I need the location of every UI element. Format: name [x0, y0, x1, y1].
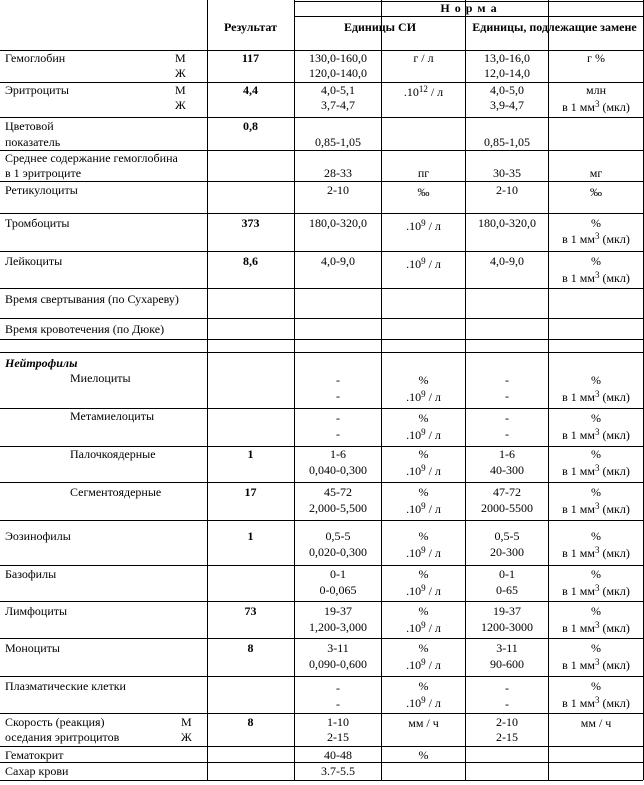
- row-mch-name1: Среднее содержание гемоглобина: [5, 151, 178, 165]
- row-band-si-unit1: %: [418, 447, 429, 461]
- row-erythrocytes-name: Эритроциты: [5, 83, 69, 97]
- row-monocytes-si1: 3-11: [327, 641, 349, 655]
- row-color-index-si: 0,85-1,05: [315, 135, 361, 149]
- row-color-index-result: 0,8: [243, 119, 258, 133]
- row-reticulocytes-si-unit: ‰: [417, 185, 430, 199]
- row-myelocytes-old2: -: [505, 389, 509, 403]
- row-platelets-si: 180,0-320,0: [309, 216, 367, 230]
- row-metamyelocytes-name: Метамиелоциты: [70, 409, 155, 423]
- header-si-units: Единицы СИ: [343, 20, 417, 34]
- grid-hline: [0, 339, 643, 340]
- row-segmented-result: 17: [244, 485, 257, 499]
- row-metamyelocytes-old-unit2: в 1 $мм^3$ (мкл): [562, 427, 630, 442]
- row-eosinophils-name: Эозинофилы: [5, 529, 71, 543]
- row-monocytes-name: Моноциты: [5, 641, 60, 655]
- row-eosinophils-si2: 0,020-0,300: [309, 545, 367, 559]
- row-basophils-old-unit2: в 1 $мм^3$ (мкл): [562, 583, 630, 598]
- header-result: Результат: [223, 20, 277, 34]
- grid-hline: [0, 288, 643, 289]
- grid-hline: [0, 676, 643, 677]
- grid-hline: [0, 746, 643, 747]
- row-eosinophils-old1: 0,5-5: [494, 529, 520, 543]
- row-segmented-si2: 2,000-5,500: [309, 501, 367, 515]
- row-bleeding-time-name: Время кровотечения (по Дюке): [5, 322, 165, 336]
- row-hemoglobin-sex-m: М: [175, 51, 186, 65]
- row-myelocytes-name: Миелоциты: [70, 371, 131, 385]
- row-segmented-old-unit2: в 1 $мм^3$ (мкл): [562, 501, 630, 516]
- row-platelets-name: Тромбоциты: [5, 216, 70, 230]
- row-leukocytes-name: Лейкоциты: [5, 254, 63, 268]
- row-plasma-cells-si-unit2: $.10^9$ / л: [406, 695, 441, 710]
- row-esr-name2: оседания эритроцитов: [5, 730, 120, 744]
- row-basophils-old2: 0-65: [496, 583, 518, 597]
- row-myelocytes-si-unit2: $.10^9$ / л: [406, 389, 441, 404]
- grid-hline: [0, 638, 643, 639]
- row-metamyelocytes-si2: -: [336, 427, 340, 441]
- row-erythrocytes-result: 4,4: [243, 83, 258, 97]
- row-platelets-old-unit2: в 1 $мм^3$ (мкл): [562, 231, 630, 246]
- grid-hline: [0, 780, 643, 781]
- row-erythrocytes-si-f: 3,7-4,7: [321, 98, 355, 112]
- grid-hline: [0, 713, 643, 714]
- row-band-old-unit1: %: [591, 447, 601, 461]
- row-erythrocytes-old-unit2: в 1 $мм^3$ (мкл): [562, 99, 630, 114]
- row-lymphocytes-si1: 19-37: [324, 604, 352, 618]
- row-basophils-si2: 0-0,065: [319, 583, 357, 597]
- grid-hline: [0, 318, 643, 319]
- row-plasma-cells-old2: -: [505, 697, 509, 711]
- row-hemoglobin-old-unit: г %: [587, 51, 605, 65]
- row-esr-sex-m: М: [181, 715, 192, 729]
- row-leukocytes-si-unit: $.10^9$ / л: [406, 256, 441, 271]
- row-esr-si-m: 1-10: [327, 715, 349, 729]
- row-segmented-si1: 45-72: [324, 485, 352, 499]
- grid-hline: [0, 181, 643, 182]
- row-monocytes-si-unit1: %: [418, 641, 429, 655]
- row-mch-si-unit: пг: [417, 166, 430, 180]
- row-erythrocytes-old-m: 4,0-5,0: [490, 83, 524, 97]
- grid-hline: [0, 520, 643, 521]
- row-platelets-old-unit: %: [591, 216, 601, 230]
- row-metamyelocytes-old1: -: [505, 411, 509, 425]
- row-esr-si-unit: мм / ч: [408, 716, 439, 730]
- row-metamyelocytes-old2: -: [505, 427, 509, 441]
- row-reticulocytes-si: 2-10: [327, 183, 349, 197]
- row-metamyelocytes-old-unit1: %: [591, 411, 601, 425]
- row-platelets-old: 180,0-320,0: [478, 216, 536, 230]
- row-hemoglobin-old-f: 12,0-14,0: [484, 66, 530, 80]
- row-lymphocytes-si2: 1,200-3,000: [309, 620, 367, 634]
- row-myelocytes-old-unit2: в 1 $мм^3$ (мкл): [562, 389, 630, 404]
- row-band-old2: 40-300: [490, 463, 524, 477]
- row-lymphocytes-result: 73: [244, 604, 257, 618]
- row-erythrocytes-sex-f: Ж: [175, 98, 186, 112]
- row-basophils-old1: 0-1: [499, 567, 515, 581]
- grid-hline: [0, 352, 643, 353]
- row-eosinophils-old2: 20-300: [490, 545, 524, 559]
- row-hemoglobin-result: 117: [241, 51, 260, 65]
- row-clotting-time-name: Время свертывания (по Сухареву): [5, 292, 179, 306]
- row-mch-old-unit: мг: [589, 166, 603, 180]
- row-monocytes-old-unit1: %: [591, 641, 601, 655]
- row-platelets-si-unit: $.10^9$ / л: [406, 218, 441, 233]
- row-mch-si: 28-33: [324, 166, 352, 180]
- row-lymphocytes-old-unit1: %: [591, 604, 601, 618]
- grid-hline: [0, 601, 643, 602]
- row-myelocytes-old1: -: [505, 373, 509, 387]
- row-eosinophils-si1: 0,5-5: [325, 529, 351, 543]
- row-reticulocytes-name: Ретикулоциты: [5, 183, 78, 197]
- row-lymphocytes-si-unit1: %: [418, 604, 429, 618]
- row-band-old-unit2: в 1 $мм^3$ (мкл): [562, 463, 630, 478]
- row-myelocytes-si1: -: [336, 373, 340, 387]
- row-basophils-si1: 0-1: [330, 567, 346, 581]
- row-monocytes-old-unit2: в 1 $мм^3$ (мкл): [562, 657, 630, 672]
- row-plasma-cells-old-unit2: в 1 $мм^3$ (мкл): [562, 695, 630, 710]
- row-segmented-old2: 2000-5500: [481, 501, 533, 515]
- row-segmented-si-unit1: %: [418, 485, 429, 499]
- grid-hline: [0, 117, 643, 118]
- row-monocytes-result: 8: [247, 641, 254, 655]
- row-color-index-name2: показатель: [5, 135, 61, 149]
- row-leukocytes-si: 4,0-9,0: [321, 254, 355, 268]
- row-metamyelocytes-si-unit1: %: [418, 411, 429, 425]
- row-mch-name2: в 1 эритроците: [5, 166, 82, 180]
- row-basophils-si-unit2: $.10^9$ / л: [406, 583, 441, 598]
- row-color-index-name1: Цветовой: [5, 119, 54, 133]
- row-erythrocytes-old-unit: млн: [585, 83, 606, 97]
- row-esr-result: 8: [247, 715, 254, 729]
- row-plasma-cells-si2: -: [336, 697, 340, 711]
- grid-hline: [294, 16, 643, 17]
- row-monocytes-si2: 0,090-0,600: [309, 657, 367, 671]
- row-basophils-old-unit1: %: [591, 567, 601, 581]
- row-plasma-cells-old1: -: [505, 681, 509, 695]
- row-hemoglobin-si-f: 120,0-140,0: [309, 66, 367, 80]
- row-plasma-cells-si-unit1: %: [418, 679, 429, 693]
- row-eosinophils-old-unit2: в 1 $мм^3$ (мкл): [562, 545, 630, 560]
- row-band-old1: 1-6: [499, 447, 515, 461]
- row-eosinophils-old-unit1: %: [591, 529, 601, 543]
- row-myelocytes-si2: -: [336, 389, 340, 403]
- row-band-si1: 1-6: [330, 447, 346, 461]
- row-erythrocytes-si-unit: $.10^{12}$ / л: [403, 84, 444, 99]
- row-plasma-cells-si1: -: [336, 681, 340, 695]
- row-lymphocytes-name: Лимфоциты: [5, 604, 68, 618]
- row-esr-name1: Скорость (реакция): [5, 715, 105, 729]
- row-hematocrit-si: 40-48: [324, 748, 352, 762]
- row-platelets-result: 373: [241, 216, 260, 230]
- row-basophils-si-unit1: %: [418, 567, 429, 581]
- row-hematocrit-si-unit: %: [418, 748, 429, 762]
- row-lymphocytes-old2: 1200-3000: [481, 620, 533, 634]
- row-segmented-si-unit2: $.10^9$ / л: [406, 501, 441, 516]
- section-neutrophils-title: Нейтрофилы: [5, 356, 78, 370]
- row-basophils-name: Базофилы: [5, 567, 57, 581]
- row-myelocytes-si-unit1: %: [418, 373, 429, 387]
- row-erythrocytes-old-f: 3,9-4,7: [490, 98, 524, 112]
- row-leukocytes-old-unit2: в 1 $мм^3$ (мкл): [562, 270, 630, 285]
- row-hematocrit-name: Гематокрит: [5, 748, 64, 762]
- row-hemoglobin-sex-f: Ж: [175, 66, 186, 80]
- row-esr-old-unit: мм / ч: [580, 716, 612, 730]
- row-reticulocytes-old: 2-10: [496, 183, 518, 197]
- row-esr-old-m: 2-10: [496, 715, 518, 729]
- row-myelocytes-old-unit1: %: [591, 373, 601, 387]
- row-esr-sex-f: Ж: [181, 730, 192, 744]
- row-eosinophils-si-unit1: %: [418, 529, 429, 543]
- row-band-result: 1: [247, 447, 254, 461]
- header-replaced-units: Единицы, подлежащие замене: [472, 20, 637, 34]
- row-reticulocytes-old-unit: ‰: [590, 185, 602, 199]
- row-color-index-old: 0,85-1,05: [484, 135, 530, 149]
- row-monocytes-si-unit2: $.10^9$ / л: [406, 657, 441, 672]
- row-hemoglobin-si-m: 130,0-160,0: [309, 51, 367, 65]
- row-hemoglobin-si-unit: г / л: [413, 51, 434, 65]
- row-monocytes-old1: 3-11: [496, 641, 518, 655]
- row-leukocytes-result: 8,6: [243, 254, 258, 268]
- row-eosinophils-si-unit2: $.10^9$ / л: [406, 545, 441, 560]
- row-eosinophils-result: 1: [247, 529, 254, 543]
- grid-hline: [0, 482, 643, 483]
- row-blood-sugar-si: 3.7-5.5: [321, 764, 355, 778]
- row-esr-old-f: 2-15: [496, 730, 518, 744]
- row-metamyelocytes-si1: -: [336, 411, 340, 425]
- row-segmented-name: Сегментоядерные: [70, 485, 162, 499]
- row-leukocytes-old: 4,0-9,0: [490, 254, 524, 268]
- row-blood-sugar-name: Сахар крови: [5, 764, 69, 778]
- grid-hline: [0, 565, 643, 566]
- row-band-si2: 0,040-0,300: [309, 463, 367, 477]
- row-plasma-cells-name: Плазматические клетки: [5, 679, 126, 693]
- row-plasma-cells-old-unit1: %: [591, 679, 601, 693]
- grid-hline: [0, 213, 643, 214]
- row-segmented-old1: 47-72: [493, 485, 521, 499]
- row-hemoglobin-name: Гемоглобин: [5, 51, 66, 65]
- row-segmented-old-unit1: %: [591, 485, 601, 499]
- header-norma: Н о р м а: [440, 1, 498, 15]
- row-lymphocytes-si-unit2: $.10^9$ / л: [406, 620, 441, 635]
- row-leukocytes-old-unit: %: [591, 254, 601, 268]
- row-erythrocytes-sex-m: М: [175, 83, 186, 97]
- row-hemoglobin-old-m: 13,0-16,0: [484, 51, 530, 65]
- row-band-name: Палочкоядерные: [70, 447, 156, 461]
- row-lymphocytes-old-unit2: в 1 $мм^3$ (мкл): [562, 620, 630, 635]
- row-esr-si-f: 2-15: [327, 730, 349, 744]
- row-metamyelocytes-si-unit2: $.10^9$ / л: [406, 427, 441, 442]
- row-erythrocytes-si-m: 4,0-5,1: [321, 83, 355, 97]
- row-band-si-unit2: $.10^9$ / л: [406, 463, 441, 478]
- row-mch-old: 30-35: [493, 166, 521, 180]
- row-lymphocytes-old1: 19-37: [493, 604, 521, 618]
- row-monocytes-old2: 90-600: [490, 657, 524, 671]
- grid-hline: [0, 251, 643, 252]
